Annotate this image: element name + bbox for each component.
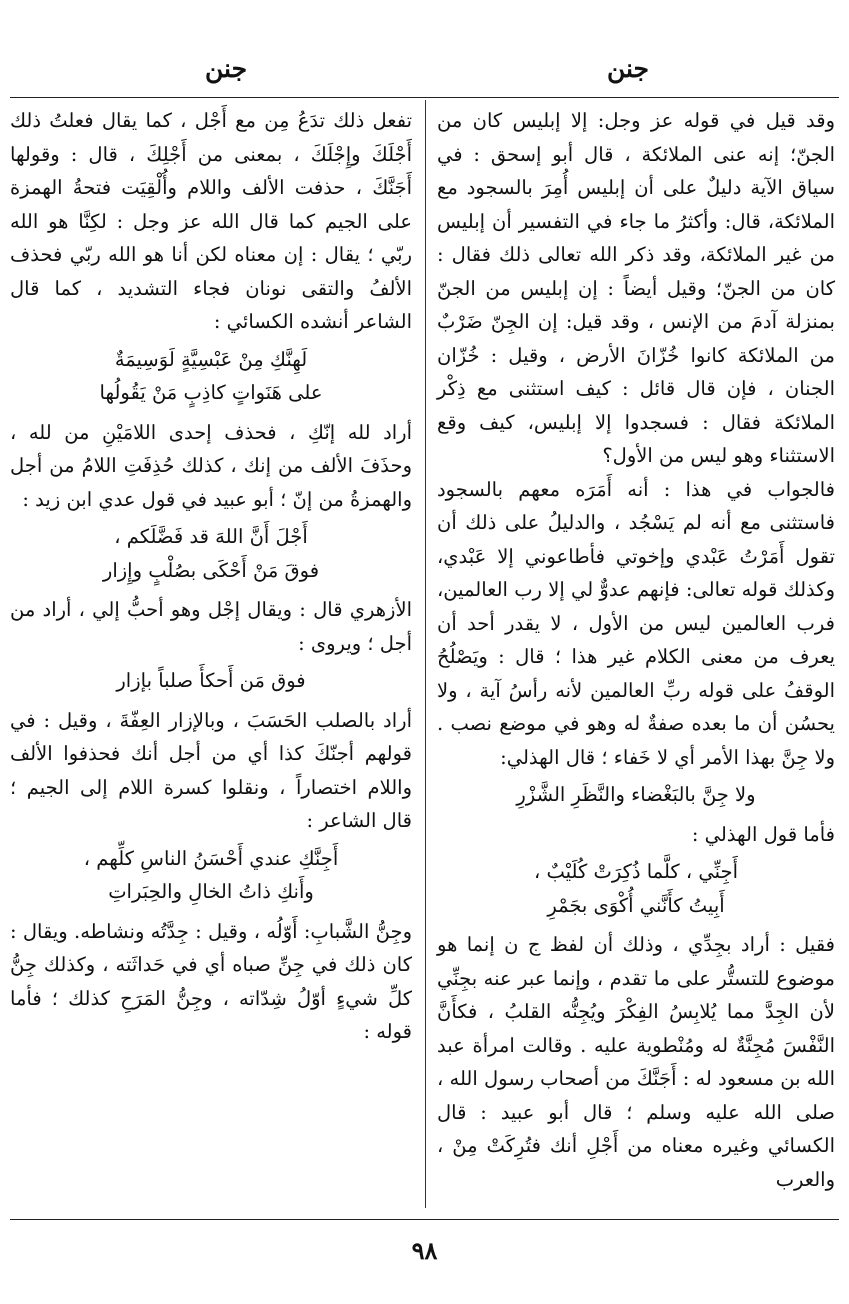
header-keyword-right: جنن: [606, 54, 649, 83]
verse: [437, 778, 835, 812]
bottom-rule: [10, 1219, 839, 1220]
paragraph: وقد قيل في قوله عز وجل: إلا إبليس كان من الجنّ؛ إنه عنى الملائكة ، قال أبو إسحق : في سياق الآية دليلٌ على أن إبليس أُمِرَ بالسجود مع الملائكة، قال: وأكثرُ ما جاء في التفسير أن إبليس من غير الملائكة، وقد ذكر الله تعالى ذلك فقال : كان من الجنّ؛ وقيل أيضاً : إن إبليس من الجنّ بمنزلة آدمَ من الإنس ، وقد قيل: إن الجِنّ ضَرْبٌ من الملائكة كانوا خُزّانَ الأرض ، وقيل : خُزّان الجنان ، فإن قال قائل : كيف استثنى مع ذِكْر الملائكة فقال : فسجدوا إلا إبليس، كيف وقع الاستثناء وهو ليس من الأول؟: [437, 109, 835, 467]
verse: [10, 842, 412, 909]
verse-line: أَجِنَّكِ عندي أَحْسَنُ الناسِ كلِّهم ،: [83, 846, 339, 870]
verse-line: أَجْلَ أَنَّ اللهَ قد فَضَّلَكم ،: [114, 525, 308, 548]
header-keyword-left: جنن: [205, 54, 248, 83]
verse-line: لَهِنَّكِ مِنْ عَبْسِيَّةٍ لَوَسِيمَةٌ: [114, 347, 308, 371]
paragraph: أراد لله إنّكِ ، فحذف إحدى اللامَيْنِ من لله ، وحذَفَ الألف من إنك ، كذلك حُذِفَتِ اللامُ من أجل والهمزةُ من إنّ ؛ أبو عبيد في قول عدي ابن زيد :: [10, 420, 412, 511]
verse-line: أَبِيتُ كأَنَّني أُكْوَى بجَمْرِ: [547, 893, 725, 917]
paragraph: تفعل ذلك تدَعُ مِن مع أَجْل ، كما يقال فعلتُ ذلك أَجْلَكَ وإِجْلَكَ ، بمعنى من أَجْلِكَ ، قال : وقولها أَجَنَّكَ ، حذفت الألف واللام وأُلْقِيَت فتحةُ الهمزة على الجيم كما قال الله عز وجل : لكِنَّا هو الله ربّي ؛ يقال : إن معناه لكن أنا هو الله ربّي فحذف الألفُ والتقى نونان فجاء التشديد ، كما قال الشاعر أنشده الكسائي :: [10, 109, 412, 333]
page-header: [0, 48, 849, 98]
verse-line: فوق مَن أَحكأَ صلباً بإزار: [116, 669, 306, 692]
verse-line: ولا جِنَّ بالبَغْضاء والنَّظَرِ الشَّزْرِ: [516, 783, 756, 806]
paragraph: وجِنُّ الشَّبابِ: أَوّلُه ، وقيل : جِدَّتُه ونشاطه. ويقال : كان ذلك في جِنِّ صباه أي في حَداثَته ، وكذلك جِنُّ كلِّ شيءٍ أوّلُ شِدّاته ، وجِنُّ المَرَحِ كذلك ؛ فأما قوله :: [10, 919, 412, 1043]
paragraph: فأما قول الهذلي :: [691, 822, 835, 846]
paragraph: أراد بالصلب الحَسَبَ ، وبالإزار العِفّةَ ، وقيل : في قولهم أجنّكَ كذا أي من أجل أنك فحذفوا الألف واللام اختصاراً ، ونقلوا كسرة اللام إلى الجيم ؛ قال الشاعر :: [10, 708, 412, 832]
top-rule: [10, 97, 839, 98]
paragraph: فالجواب في هذا : أنه أَمَرَه معهم بالسجود فاستثنى مع أنه لم يَسْجُد ، والدليلُ على ذلك أن تقول أَمَرْتُ عَبْدي وإخوتي فأطاعوني إلا عَبْدي، وكذلك قوله تعالى: فإنهم عدوٌّ لي إلا رب العالمين، فرب العالمين ليس من الأول ، لا يقدر أحد أن يعرف من معنى الكلام غير هذا ؛ قال : ويَصْلُحُ الوقفُ على قوله ربِّ العالمين لأنه رأسُ آية ، ولا يحسُن أن ما بعده صفةٌ له وهو في موضع نصب . ولا جِنَّ بهذا الأمر أي لا خَفاء ؛ قال الهذلي:: [437, 477, 835, 769]
verse-line: وأَنكِ ذاتُ الخالِ والحِبَراتِ: [108, 880, 314, 903]
verse: [10, 520, 412, 587]
verse: [437, 855, 835, 922]
paragraph: فقيل : أراد بجِدِّي ، وذلك أن لفظ ج ن إنما هو موضوع للتستُّر على ما تقدم ، وإنما عبر عنه بجِنِّي لأن الجِدَّ مما يُلابِسُ الفِكْرَ ويُجِنُّه القلبُ ، فكأَنَّ النَّفْسَ مُجِنَّةٌ له ومُنْطوية عليه . وقالت امرأة عبد الله بن مسعود له : أَجَنَّكَ من أصحاب رسول الله ، صلى الله عليه وسلم ؛ قال أبو عبيد : قال الكسائي وغيره معناه من أَجْلِ أنك فتُرِكَتْ مِنْ ، والعرب: [437, 933, 835, 1191]
right-column: [437, 104, 835, 1196]
verse: [10, 664, 412, 698]
paragraph: الأزهري قال : ويقال إجْل وهو أحبُّ إلي ، أراد من أجل ؛ ويروى :: [10, 598, 412, 655]
verse-line: أَجِنِّي ، كلَّما ذُكِرَتْ كُلَيْبٌ ،: [534, 860, 738, 883]
verse: [10, 343, 412, 410]
left-column: [10, 104, 412, 1049]
verse-line: فوقَ مَنْ أَحْكَى بصُلْبٍ وإِزار: [102, 558, 320, 582]
verse-line: على هَنَواتٍ كاذِبٍ مَنْ يَقُولُها: [99, 381, 323, 404]
column-divider: [425, 100, 426, 1208]
page-number: ٩٨: [411, 1236, 438, 1265]
